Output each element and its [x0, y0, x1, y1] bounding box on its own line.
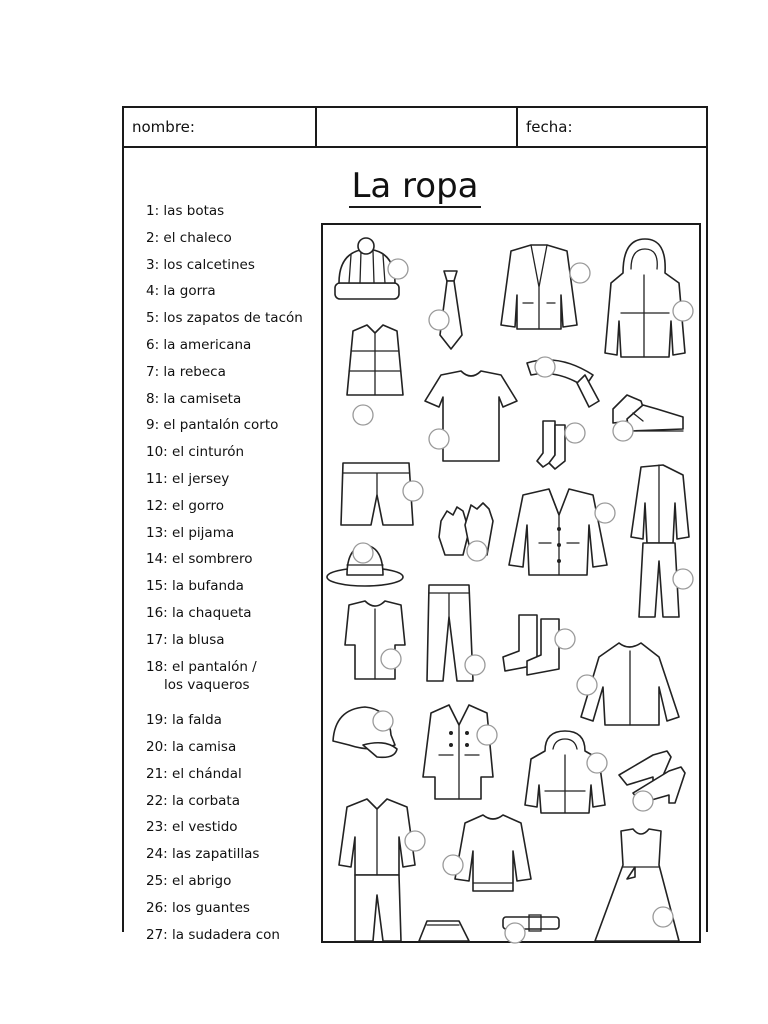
blazer-icon — [501, 245, 590, 329]
boots-icon — [503, 615, 575, 675]
header-row — [124, 108, 706, 148]
blouse-icon — [345, 601, 405, 679]
answer-circle[interactable] — [613, 421, 633, 441]
vocab-item: 4: la gorra — [146, 283, 216, 300]
trousers-icon — [427, 585, 485, 681]
hooded-jacket-icon — [605, 239, 693, 357]
answer-circle[interactable] — [429, 310, 449, 330]
shorts-icon — [341, 463, 423, 525]
answer-circle[interactable] — [673, 569, 693, 589]
worksheet — [122, 106, 708, 943]
sweater-icon — [443, 815, 531, 891]
vocab-item: 15: la bufanda — [146, 578, 244, 595]
vocab-item: 23: el vestido — [146, 819, 238, 836]
page-title: La ropa — [351, 166, 479, 206]
answer-circle[interactable] — [653, 907, 673, 927]
answer-circle[interactable] — [465, 655, 485, 675]
cap-icon — [333, 707, 397, 757]
vocab-item: 16: la chaqueta — [146, 604, 252, 621]
gloves-icon — [439, 503, 493, 561]
answer-circle[interactable] — [477, 725, 497, 745]
sneakers-icon — [613, 395, 683, 441]
answer-circle[interactable] — [587, 753, 607, 773]
socks-icon — [537, 421, 585, 469]
answer-circle[interactable] — [555, 629, 575, 649]
t-shirt-icon — [425, 371, 517, 461]
vocab-item: 5: los zapatos de tacón — [146, 310, 303, 327]
vocab-item: 18: el pantalón / los vaqueros — [146, 658, 326, 712]
date-field[interactable] — [516, 108, 708, 146]
vocab-item: 27: la sudadera con — [146, 926, 280, 943]
vocab-item: 9: el pantalón corto — [146, 417, 279, 434]
answer-circle[interactable] — [467, 541, 487, 561]
vocab-item: 22: la corbata — [146, 792, 240, 809]
answer-circle[interactable] — [443, 855, 463, 875]
vocab-item: 13: el pijama — [146, 524, 235, 541]
vocabulary-list — [146, 202, 326, 952]
answer-circle[interactable] — [381, 649, 401, 669]
vocab-item: 20: la camisa — [146, 738, 237, 755]
dress-icon — [595, 829, 679, 941]
date-label: fecha: — [526, 118, 573, 136]
vest-icon — [347, 325, 403, 425]
brimmed-hat-icon — [327, 543, 403, 586]
vocab-item: 19: la falda — [146, 712, 222, 729]
wool-hat-icon — [335, 238, 408, 299]
clothing-picture-panel — [321, 223, 701, 943]
vocab-item: 12: el gorro — [146, 497, 225, 514]
vocab-item: 7: la rebeca — [146, 363, 226, 380]
vocab-item: 3: los calcetines — [146, 256, 255, 273]
answer-circle[interactable] — [577, 675, 597, 695]
high-heels-icon — [619, 751, 685, 811]
answer-circle[interactable] — [570, 263, 590, 283]
answer-circle[interactable] — [505, 923, 525, 943]
vocab-item: 11: el jersey — [146, 470, 230, 487]
tracksuit-icon — [631, 465, 693, 617]
name-field[interactable] — [124, 108, 317, 146]
scarf-icon — [527, 357, 599, 407]
tie-icon — [429, 271, 462, 349]
answer-circle[interactable] — [388, 259, 408, 279]
vocab-item: 1: las botas — [146, 203, 225, 219]
answer-circle[interactable] — [673, 301, 693, 321]
answer-circle[interactable] — [405, 831, 425, 851]
vocab-item: 17: la blusa — [146, 631, 225, 648]
vocab-item: 10: el cinturón — [146, 444, 245, 461]
answer-circle[interactable] — [565, 423, 585, 443]
vocab-item-continuation: los vaqueros — [164, 676, 250, 693]
answer-circle[interactable] — [595, 503, 615, 523]
answer-circle[interactable] — [535, 357, 555, 377]
pyjamas-icon — [339, 799, 425, 941]
answer-circle[interactable] — [353, 543, 373, 563]
answer-circle[interactable] — [353, 405, 373, 425]
vocab-item: 6: la americana — [146, 336, 252, 353]
answer-circle[interactable] — [429, 429, 449, 449]
hoodie-icon — [525, 731, 607, 813]
answer-circle[interactable] — [373, 711, 393, 731]
coat-icon — [423, 705, 497, 799]
clothing-illustrations — [323, 225, 699, 941]
answer-circle[interactable] — [403, 481, 423, 501]
vocab-item: 8: la camiseta — [146, 390, 242, 407]
belt-icon — [503, 915, 559, 943]
vocab-item: 21: el chándal — [146, 765, 242, 782]
skirt-icon — [419, 921, 469, 941]
name-label: nombre: — [132, 118, 195, 136]
vocab-item: 26: los guantes — [146, 899, 250, 916]
vocab-item: 25: el abrigo — [146, 872, 232, 889]
answer-circle[interactable] — [633, 791, 653, 811]
vocab-item: 2: el chaleco — [146, 229, 232, 246]
shirt-icon — [577, 643, 679, 725]
vocab-item: 24: las zapatillas — [146, 846, 260, 863]
cardigan-icon — [509, 489, 615, 575]
vocab-item: 14: el sombrero — [146, 551, 253, 568]
